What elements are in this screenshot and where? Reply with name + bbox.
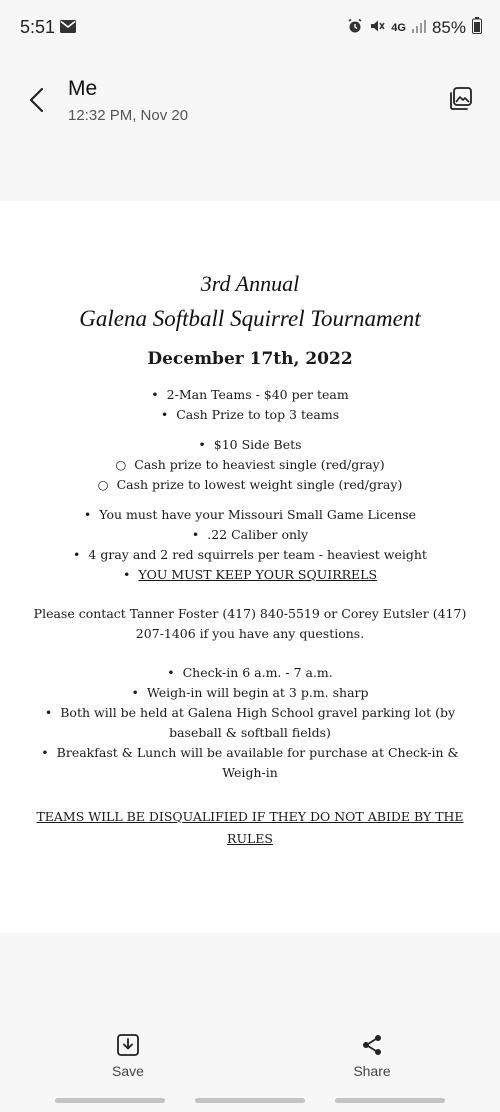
flyer-line: • 4 gray and 2 red squirrels per team - heaviest weight (73, 547, 427, 562)
flyer-line: Weigh-in (222, 765, 278, 780)
alarm-icon (347, 18, 363, 39)
nav-handle[interactable] (195, 1098, 305, 1103)
battery-percent: 85% (431, 18, 466, 37)
mail-icon (60, 20, 76, 38)
status-bar (0, 0, 500, 56)
flyer-line: • Check-in 6 a.m. - 7 a.m. (167, 665, 333, 680)
gallery-icon (448, 86, 474, 112)
attached-image[interactable] (0, 201, 500, 933)
flyer-line: TEAMS WILL BE DISQUALIFIED IF THEY DO NOT ABIDE BY THE (36, 809, 464, 824)
status-right (347, 17, 482, 39)
flyer-line: • Cash Prize to top 3 teams (160, 407, 340, 422)
flyer (0, 201, 500, 933)
flyer-line: • Breakfast & Lunch will be available for purchase at Check-in & (41, 745, 459, 760)
save-button[interactable] (88, 1033, 168, 1081)
network-label: 4G (391, 22, 406, 34)
signal-icon (412, 18, 426, 38)
flyer-line: ○ Cash prize to lowest weight single (red/gray) (97, 477, 403, 492)
nav-handle[interactable] (55, 1098, 165, 1103)
back-button[interactable] (22, 84, 54, 116)
flyer-title-line1: 3rd Annual (200, 271, 300, 296)
flyer-date: December 17th, 2022 (147, 349, 353, 369)
back-arrow-icon (22, 84, 54, 116)
flyer-line: • 2-Man Teams - $40 per team (151, 387, 349, 402)
save-label: Save (112, 1063, 144, 1079)
flyer-line: • $10 Side Bets (198, 437, 302, 452)
gallery-button[interactable] (448, 86, 474, 112)
message-timestamp: 12:32 PM, Nov 20 (68, 107, 189, 124)
mute-icon (369, 18, 385, 39)
status-time: 5:51 (20, 17, 56, 37)
flyer-line: RULES (227, 831, 273, 846)
flyer-line: Please contact Tanner Foster (417) 840-5519 or Corey Eutsler (417) (33, 606, 467, 621)
flyer-line: ○ Cash prize to heaviest single (red/gray) (115, 457, 385, 472)
nav-handle[interactable] (335, 1098, 445, 1103)
navigation-bar (0, 1098, 500, 1106)
flyer-line: • Both will be held at Galena High School gravel parking lot (by (44, 705, 456, 720)
flyer-line: • YOU MUST KEEP YOUR SQUIRRELS (122, 567, 378, 582)
flyer-line: baseball & softball fields) (169, 725, 331, 740)
flyer-title-line2: Galena Softball Squirrel Tournament (79, 306, 421, 331)
sender-name: Me (68, 77, 98, 100)
flyer-line: 207-1406 if you have any questions. (135, 626, 365, 641)
share-button[interactable] (332, 1033, 412, 1081)
flyer-line: • You must have your Missouri Small Game License (83, 507, 417, 522)
download-icon (116, 1033, 140, 1057)
viewer-header (0, 56, 500, 201)
flyer-line: • Weigh-in will begin at 3 p.m. sharp (131, 685, 369, 700)
battery-icon (472, 17, 482, 39)
share-label: Share (353, 1063, 391, 1079)
share-icon (360, 1033, 384, 1057)
action-bar (0, 933, 500, 1112)
flyer-line: • .22 Caliber only (191, 527, 309, 542)
